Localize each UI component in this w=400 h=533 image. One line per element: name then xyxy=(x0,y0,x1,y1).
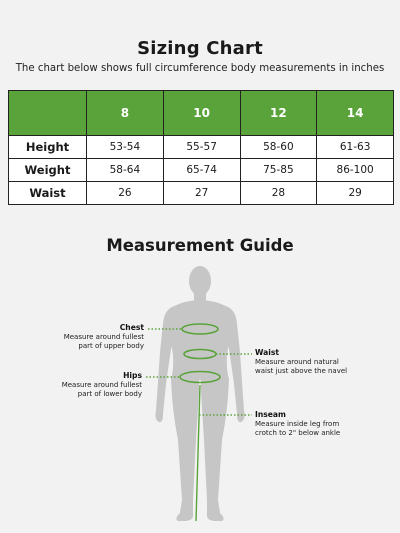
waist-desc-line2: waist just above the navel xyxy=(255,367,348,375)
row-label: Weight xyxy=(9,159,87,182)
chest-desc-line2: part of upper body xyxy=(78,342,144,350)
sizing-chart-subtitle: The chart below shows full circumference body measurements in inches xyxy=(15,63,385,74)
chest-label xyxy=(64,323,144,352)
hips-desc-line2: part of lower body xyxy=(77,390,142,398)
sizing-table xyxy=(8,90,394,205)
hips-desc-line1: Measure around fullest xyxy=(61,380,142,389)
size-header: 10 xyxy=(163,91,240,136)
table-cell: 29 xyxy=(317,182,394,205)
table-row xyxy=(9,159,394,182)
table-cell: 26 xyxy=(87,182,164,205)
table-row xyxy=(9,182,394,205)
sizing-chart-title: Sizing Chart xyxy=(137,38,263,59)
size-header: 14 xyxy=(317,91,394,136)
table-cell: 53-54 xyxy=(87,136,164,159)
row-label: Height xyxy=(9,136,87,159)
chest-desc-line1: Measure around fullest xyxy=(63,332,144,341)
waist-label xyxy=(255,348,347,377)
table-header-row xyxy=(9,91,394,136)
table-cell: 75-85 xyxy=(240,159,317,182)
table-cell: 28 xyxy=(240,182,317,205)
row-label: Waist xyxy=(9,182,87,205)
table-cell: 58-64 xyxy=(87,159,164,182)
waist-heading: Waist xyxy=(255,348,279,357)
inseam-desc-line2: crotch to 2" below ankle xyxy=(255,429,341,437)
hips-heading: Hips xyxy=(123,371,142,380)
table-cell: 58-60 xyxy=(240,136,317,159)
measurement-guide-title: Measurement Guide xyxy=(106,236,294,255)
table-cell: 65-74 xyxy=(163,159,240,182)
size-header: 8 xyxy=(87,91,164,136)
table-row xyxy=(9,136,394,159)
waist-desc-line1: Measure around natural xyxy=(255,357,339,366)
inseam-label xyxy=(255,410,340,439)
size-header: 12 xyxy=(240,91,317,136)
inseam-desc-line1: Measure inside leg from xyxy=(255,419,340,428)
hips-label xyxy=(62,371,142,400)
table-cell: 61-63 xyxy=(317,136,394,159)
header-corner-cell xyxy=(9,91,87,136)
table-cell: 27 xyxy=(163,182,240,205)
table-cell: 55-57 xyxy=(163,136,240,159)
inseam-heading: Inseam xyxy=(255,410,286,419)
table-cell: 86-100 xyxy=(317,159,394,182)
chest-heading: Chest xyxy=(119,323,144,332)
body-figure-illustration xyxy=(0,262,400,533)
